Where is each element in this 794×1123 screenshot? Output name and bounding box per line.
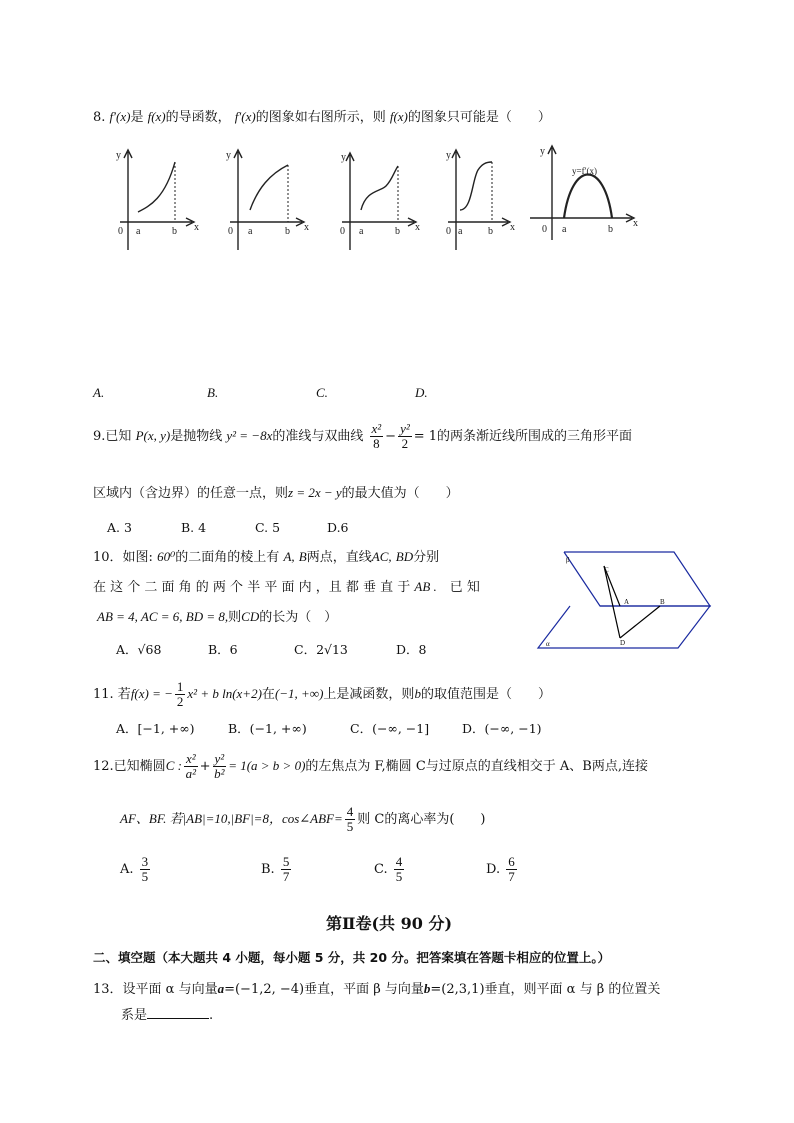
option-a-fraction: $\frac{3}{5}$ xyxy=(141,854,149,884)
q11-half-fraction: $\frac{1}{2}$ xyxy=(176,679,184,709)
q8-graphs xyxy=(110,140,650,258)
hyperbola-term-1: $\frac{\text{x²}}{8}$ xyxy=(371,421,382,451)
q9-option-b[interactable]: B. 4 xyxy=(181,520,207,535)
q12-option-a[interactable]: A. $\frac{3}{5}$ xyxy=(120,854,149,884)
section-2-title: 第Ⅱ卷(共 90 分) xyxy=(326,914,453,933)
q12-line1: 12.已知椭圆C : $\frac{\text{x²}}{\text{a²}}$ + $\frac{\text{y²}}{\text{b²}}$ = 1(a > b > 0)的左焦点为 F,椭圆 C与过原点的直线相交于 A、B两点,连接 xyxy=(93,751,648,781)
q8-option-d[interactable]: D. xyxy=(415,385,428,400)
vector-b: b xyxy=(423,981,431,996)
q10-line1: 10．如图: 60⁰的二面角的棱上有 A, B两点，直线AC, BD分别 xyxy=(93,549,440,565)
axis-y-label: y xyxy=(446,150,451,161)
b-label: b xyxy=(285,226,290,237)
vector-a: a xyxy=(217,981,225,996)
axis-x-label: x xyxy=(510,222,515,233)
plane-alpha-label: α xyxy=(546,640,550,648)
axis-x-label: x xyxy=(304,222,309,233)
origin-label: 0 xyxy=(340,226,345,237)
ellipse-term-1: $\frac{\text{x²}}{\text{a²}}$ xyxy=(185,751,196,781)
point-b-label: B xyxy=(660,598,665,606)
q11-option-d[interactable]: D．(−∞, −1) xyxy=(462,721,542,736)
q9-stem-line2: 区域内（含边界）的任意一点，则z = 2x − y的最大值为（ ） xyxy=(93,485,459,501)
b-label: b xyxy=(608,224,613,235)
a-label: a xyxy=(136,226,141,237)
q11-stem: 11. 若f(x) = − $\frac{1}{2}$ x² + b ln(x+2)在(−1, +∞)上是减函数，则b的取值范围是（ ） xyxy=(93,679,551,709)
option-b-fraction: $\frac{5}{7}$ xyxy=(282,854,290,884)
q12-option-d[interactable]: D. $\frac{6}{7}$ xyxy=(486,854,515,884)
q10-option-a[interactable]: A．√68 xyxy=(116,642,162,657)
q8-option-b[interactable]: B. xyxy=(207,385,219,400)
q13-line1: 13．设平面 α 与向量a=(−1,2, −4)垂直，平面 β 与向量b=(2,3,1)垂直，则平面 α 与 β 的位置关 xyxy=(93,981,661,997)
b-label: b xyxy=(172,226,177,237)
point-c-label: C xyxy=(604,566,609,574)
axis-x-label: x xyxy=(633,218,638,229)
q9-option-a[interactable]: A. 3 xyxy=(107,520,132,535)
dihedral-angle-figure xyxy=(534,548,716,652)
a-label: a xyxy=(359,226,364,237)
graph-a xyxy=(120,150,194,250)
q10-line3: AB = 4, AC = 6, BD = 8,则CD的长为（ ） xyxy=(97,609,338,625)
q11-option-c[interactable]: C．(−∞, −1] xyxy=(350,721,430,736)
option-d-fraction: $\frac{6}{7}$ xyxy=(508,854,515,884)
q10-option-c[interactable]: C．2√13 xyxy=(294,642,348,657)
a-label: a xyxy=(562,224,567,235)
option-c-fraction: $\frac{4}{5}$ xyxy=(395,854,403,884)
q10-line2: 在 这 个 二 面 角 的 两 个 半 平 面 内 ，且 都 垂 直 于 AB . 已 知 xyxy=(93,579,480,595)
plane-beta-label: β xyxy=(566,556,570,564)
axis-x-label: x xyxy=(194,222,199,233)
q12-option-b[interactable]: B. $\frac{5}{7}$ xyxy=(261,854,290,884)
q8-stem: 8. f′(x)是 f(x)的导函数， f′(x)的图象如右图所示，则 f(x)的图象只可能是（ ） xyxy=(93,109,551,125)
a-label: a xyxy=(458,226,463,237)
q10-option-b[interactable]: B．6 xyxy=(208,642,238,657)
point-d-label: D xyxy=(620,639,626,647)
q8-option-c[interactable]: C. xyxy=(316,385,328,400)
q11-option-b[interactable]: B．(−1, +∞) xyxy=(228,721,307,736)
b-label: b xyxy=(395,226,400,237)
origin-label: 0 xyxy=(446,226,451,237)
graph-b xyxy=(230,150,304,250)
axis-y-label: y xyxy=(341,152,346,163)
hyperbola-term-2: $\frac{\text{y²}}{2}$ xyxy=(400,421,410,451)
answer-blank[interactable] xyxy=(147,1007,209,1019)
derivative-label: y=f′(x) xyxy=(572,166,598,176)
section-2-heading: 二、填空题（本大题共 4 小题，每小题 5 分，共 20 分。把答案填在答题卡相应的位置上。） xyxy=(93,950,611,965)
origin-label: 0 xyxy=(118,226,123,237)
q10-option-d[interactable]: D．8 xyxy=(396,642,427,657)
cos-fraction: $\frac{4}{5}$ xyxy=(346,804,354,834)
point-a-label: A xyxy=(624,598,630,606)
axis-y-label: y xyxy=(540,146,545,157)
q13-line2: 系是 . xyxy=(121,1008,214,1023)
axis-y-label: y xyxy=(116,150,121,161)
q9-stem-line1: 9.已知 P(x, y)是抛物线 y² = −8x的准线与双曲线 $\frac{\text{x²}}{8}$ − $\frac{\text{y²}}{2}$ = 1的两条渐近线所围成的三角形平面 xyxy=(93,421,633,451)
origin-label: 0 xyxy=(542,224,547,235)
b-label: b xyxy=(488,226,493,237)
ellipse-term-2: $\frac{\text{y²}}{\text{b²}}$ xyxy=(214,751,225,781)
axis-y-label: y xyxy=(226,150,231,161)
q9-option-d[interactable]: D.6 xyxy=(327,520,349,535)
q8-option-a[interactable]: A. xyxy=(93,385,105,400)
origin-label: 0 xyxy=(228,226,233,237)
graph-c xyxy=(342,153,416,250)
q9-option-c[interactable]: C. 5 xyxy=(255,520,281,535)
q11-option-a[interactable]: A．[−1, +∞) xyxy=(116,721,195,736)
axis-x-label: x xyxy=(415,222,420,233)
q12-line2: AF、BF. 若|AB|=10,|BF|=8，cos∠ABF= $\frac{4}{5}$ 则 C的离心率为( ) xyxy=(120,804,486,834)
a-label: a xyxy=(248,226,253,237)
q12-option-c[interactable]: C. $\frac{4}{5}$ xyxy=(374,854,403,884)
